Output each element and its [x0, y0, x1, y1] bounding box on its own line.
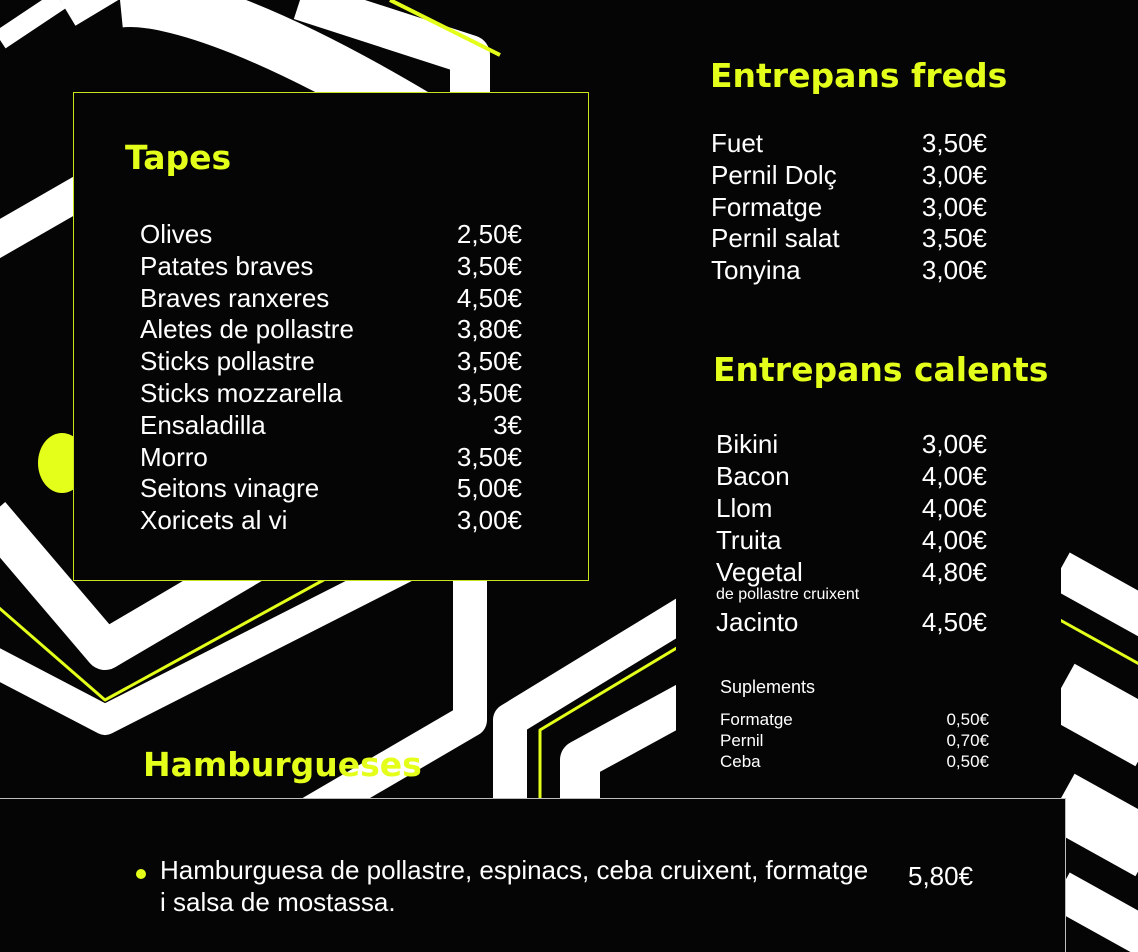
item-price: 3,50€: [921, 128, 987, 158]
menu-item: [720, 709, 989, 730]
menu-item: [140, 472, 522, 504]
item-price: 4,50€: [921, 607, 987, 637]
bullet-icon: [136, 869, 146, 879]
item-price: 3€: [493, 410, 522, 440]
menu-item: [711, 254, 987, 286]
item-price: 3,00€: [456, 505, 522, 535]
item-price: 3,50€: [456, 251, 522, 281]
item-price: 3,00€: [921, 192, 987, 222]
item-name: Bacon: [716, 461, 790, 491]
menu-item: [716, 428, 987, 460]
item-name: Aletes de pollastre: [140, 314, 354, 344]
item-name: Llom: [716, 493, 773, 523]
hamburgueses-title: Hamburgueses: [143, 745, 422, 784]
item-name: Fuet: [711, 128, 764, 158]
item-price: 4,80€: [921, 557, 987, 587]
menu-item: [716, 606, 987, 638]
item-name: Xoricets al vi: [140, 505, 288, 535]
hamburguesa-price: 5,80€: [908, 861, 974, 891]
item-name: Bikini: [716, 429, 779, 459]
item-name: Tonyina: [711, 255, 801, 285]
menu-item: [716, 492, 987, 524]
item-price: 4,00€: [921, 461, 987, 491]
menu-item: [711, 222, 987, 254]
item-name: Vegetal: [716, 557, 803, 587]
item-name: Olives: [140, 219, 213, 249]
entrepans-freds-list: [711, 127, 987, 297]
item-name: Braves ranxeres: [140, 283, 330, 313]
item-name: Patates braves: [140, 251, 314, 281]
menu-item: [140, 441, 522, 473]
entrepans-calents-title: Entrepans calents: [713, 350, 1049, 389]
item-name: Sticks pollastre: [140, 346, 315, 376]
tapes-title: Tapes: [125, 138, 232, 177]
item-name: Ceba: [720, 752, 761, 771]
menu-item: [140, 250, 522, 282]
item-price: 3,80€: [456, 314, 522, 344]
item-name: Ensaladilla: [140, 410, 266, 440]
vegetal-note: de pollastre cruixent: [716, 586, 860, 603]
item-price: 3,50€: [456, 346, 522, 376]
item-price: 3,00€: [921, 255, 987, 285]
item-price: 3,00€: [921, 429, 987, 459]
item-name: Morro: [140, 442, 208, 472]
item-price: 3,50€: [456, 442, 522, 472]
item-price: 4,00€: [921, 493, 987, 523]
item-price: 4,00€: [921, 525, 987, 555]
item-name: Pernil Dolç: [711, 160, 837, 190]
menu-item: [711, 127, 987, 159]
menu-item: [140, 504, 522, 536]
suplements-title: Suplements: [720, 677, 816, 697]
item-price: 5,00€: [456, 473, 522, 503]
item-price: 3,50€: [456, 378, 522, 408]
menu-item: [720, 751, 989, 772]
suplements-list: [720, 709, 989, 775]
tapes-list: [140, 218, 522, 548]
entrepans-freds-title: Entrepans freds: [710, 56, 1008, 95]
item-price: 0,70€: [946, 731, 989, 750]
item-name: Jacinto: [716, 607, 799, 637]
menu-item: [140, 345, 522, 377]
menu-item: [140, 313, 522, 345]
item-name: Sticks mozzarella: [140, 378, 343, 408]
item-name: Seitons vinagre: [140, 473, 320, 503]
item-name: Formatge: [720, 710, 793, 729]
menu-item: [140, 218, 522, 250]
item-name: Pernil salat: [711, 223, 840, 253]
menu-item: [140, 377, 522, 409]
item-name: Formatge: [711, 192, 823, 222]
menu-item: [716, 524, 987, 556]
item-price: 0,50€: [946, 752, 989, 771]
menu-item: [140, 409, 522, 441]
item-name: Truita: [716, 525, 782, 555]
menu-item: [711, 191, 987, 223]
item-price: 3,00€: [921, 160, 987, 190]
menu-item: [720, 730, 989, 751]
item-price: 2,50€: [456, 219, 522, 249]
item-price: 3,50€: [921, 223, 987, 253]
menu-item: [140, 282, 522, 314]
item-name: Pernil: [720, 731, 764, 750]
item-price: 0,50€: [946, 710, 989, 729]
menu-item: [716, 460, 987, 492]
hamburguesa-description: Hamburguesa de pollastre, espinacs, ceba cruixent, formatge i salsa de mostassa.: [160, 855, 869, 917]
entrepans-calents-list: [716, 428, 987, 648]
item-price: 4,50€: [456, 283, 522, 313]
menu-item: [716, 556, 987, 588]
menu-item: [711, 159, 987, 191]
